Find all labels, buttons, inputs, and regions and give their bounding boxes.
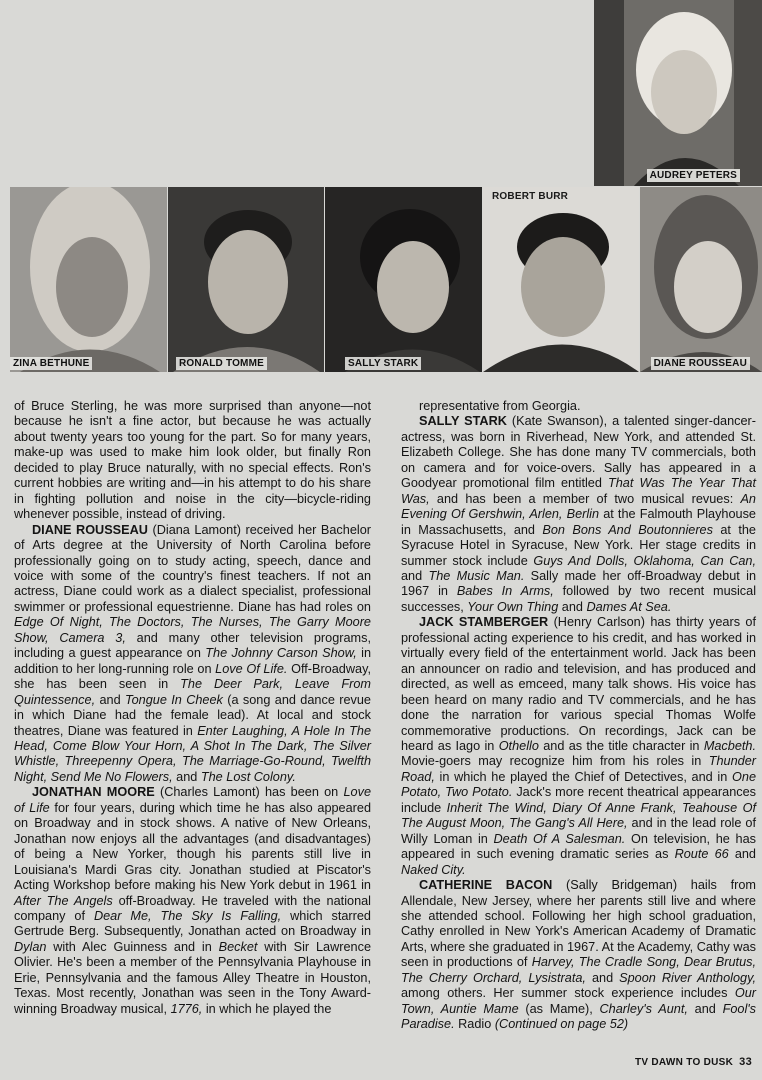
portrait-illustration (168, 187, 324, 372)
photo-diane-rousseau (640, 187, 762, 372)
portrait-illustration (640, 187, 762, 372)
article-column-left (14, 399, 371, 1017)
continued-link: (Continued on page 52) (494, 1017, 629, 1032)
portrait-illustration (325, 187, 482, 372)
paragraph-jack-stamberger: JACK STAMBERGER (Henry Carlson) has thirty years of professional acting experience to his credit, and has worked in virtually every field of the entertainment world. Jack has been an announcer on radio and television, and has produced and directed, as well as emceed, many talk shows. His voice has been heard on many radio and TV commercials, and he has done the narration for various special Thomas Wolfe commemorative productions. On recordings, Jack can be heard as Iago in Othello and as the title character in Macbeth. Movie-goers may recognize him from his roles in Thunder Road, in which he played the Chief of Detectives, and in One Potato, Two Potato. Jack's more recent theatrical appearances include Inherit The Wind, Diary Of Anne Frank, Teahouse Of The August Moon, The Gang's All Here, and in the lead role of Willy Loman in Death Of A Salesman. On television, he has appeared in such evening dramatic series as Route 66 and Naked City. (401, 615, 757, 877)
photo-caption: DIANE ROUSSEAU (651, 357, 750, 370)
photo-audrey-peters (594, 0, 762, 186)
paragraph-continuation: representative from Georgia. (419, 399, 581, 413)
page-number: 33 (739, 1056, 752, 1068)
photo-sally-stark (325, 187, 482, 372)
portrait-illustration (594, 0, 762, 186)
photo-robert-burr (483, 187, 639, 372)
photo-caption: RONALD TOMME (176, 357, 267, 370)
paragraph-jonathan-moore: JONATHAN MOORE (Charles Lamont) has been on Love of Life for four years, during which time he has also appeared on Broadway and in stock shows. A native of New Orleans, Jonathan now enjoys all the advantages (and disadvantages) of being a New Yorker, though his parents still live in Louisiana's Mardi Gras city. Jonathan studied at Piscator's Acting Workshop before making his New York debut in 1961 in After The Angels off-Broadway. He traveled with the national company of Dear Me, The Sky Is Falling, which starred Gertrude Berg. Subsequently, Jonathan acted on Broadway in Dylan with Alec Guinness and in Becket with Sir Lawrence Olivier. He's been a member of the Pennsylvania Playhouse in Erie, Pennsylvania and the famous Alley Theatre in Houston, Texas. Most recently, Jonathan was seen in the Tony Award-winning Broadway musical, 1776, in which he played the (14, 785, 372, 1016)
paragraph-catherine-bacon: CATHERINE BACON (Sally Bridgeman) hails from Allendale, New Jersey, where her parents still live and where she attended school. Following her high school graduation, Cathy enrolled in New York's American Academy of Dramatic Arts, where she graduated in 1967. At the Academy, Cathy was seen in productions of Harvey, The Cradle Song, Dear Brutus, The Cherry Orchard, Lysistrata, and Spoon River Anthology, among others. Her summer stock experience includes Our Town, Auntie Mame (as Mame), Charley's Aunt, and Fool's Paradise. Radio (Continued on page 52) (401, 878, 757, 1032)
photo-zina-bethune (10, 187, 167, 372)
photo-ronald-tomme (168, 187, 324, 372)
magazine-name: TV DAWN TO DUSK (634, 1057, 734, 1068)
article-column-right (401, 399, 756, 1033)
paragraph-ron: of Bruce Sterling, he was more surprised than anyone—not because he isn't a fine actor, but because he was actually about twenty years too young for the part. So for many years, make-up was used to make him look older, but finally Ron decided to play Bruce naturally, with no special effects. Ron's current hobbies are writing and—in his attempt to do his share in fighting pollution and noise in the city—bicycle-riding whenever possible, instead of driving. (14, 399, 371, 522)
photo-caption: AUDREY PETERS (647, 169, 740, 182)
portrait-illustration (10, 187, 167, 372)
paragraph-diane-rousseau: DIANE ROUSSEAU (Diana Lamont) received her Bachelor of Arts degree at the University of North Carolina before professionally going on to study acting, speech, dance and voice with some of the country's finest teachers. If not an actress, Diane could work as a dialect specialist, professional swimmer or professional equestrienne. Diane has had roles on Edge Of Night, The Doctors, The Nurses, The Garry Moore Show, Camera 3, and many other television programs, including a guest appearance on The Johnny Carson Show, in addition to her long-running role on Love Of Life. Off-Broadway, she has been seen in The Deer Park, Leave From Quintessence, and Tongue In Cheek (a song and dance revue in which Diane had the female lead). At local and stock theatres, Diane was featured in Enter Laughing, A Hole In The Head, Come Blow Your Horn, A Shot In The Dark, The Silver Whistle, Threepenny Opera, The Marriage-Go-Round, Twelfth Night, Send Me No Flowers, and The Lost Colony. (14, 522, 372, 784)
paragraph-sally-stark: SALLY STARK (Kate Swanson), a talented singer-dancer-actress, was born in Riverhead, New York, and attended St. Elizabeth College. She has done many TV commercials, both on camera and for voice-overs. Sally has appeared in a Goodyear promotional film entitled That Was The Year That Was, and has been a member of two musical revues: An Evening Of Gershwin, Arlen, Berlin at the Falmouth Playhouse in Massachusetts, and Bon Bons And Boutonnieres at the Syracuse Hotel in Syracuse, New York. Her stage credits in summer stock include Guys And Dolls, Oklahoma, Can Can, and The Music Man. Sally made her off-Broadway debut in 1967 in Babes In Arms, followed by two recent musical successes, Your Own Thing and Dames At Sea. (401, 414, 757, 614)
page-footer (635, 1056, 752, 1068)
photo-caption: ROBERT BURR (492, 191, 569, 202)
photo-caption: ZINA BETHUNE (10, 357, 92, 370)
photo-caption: SALLY STARK (345, 357, 421, 370)
portrait-illustration (483, 187, 639, 372)
